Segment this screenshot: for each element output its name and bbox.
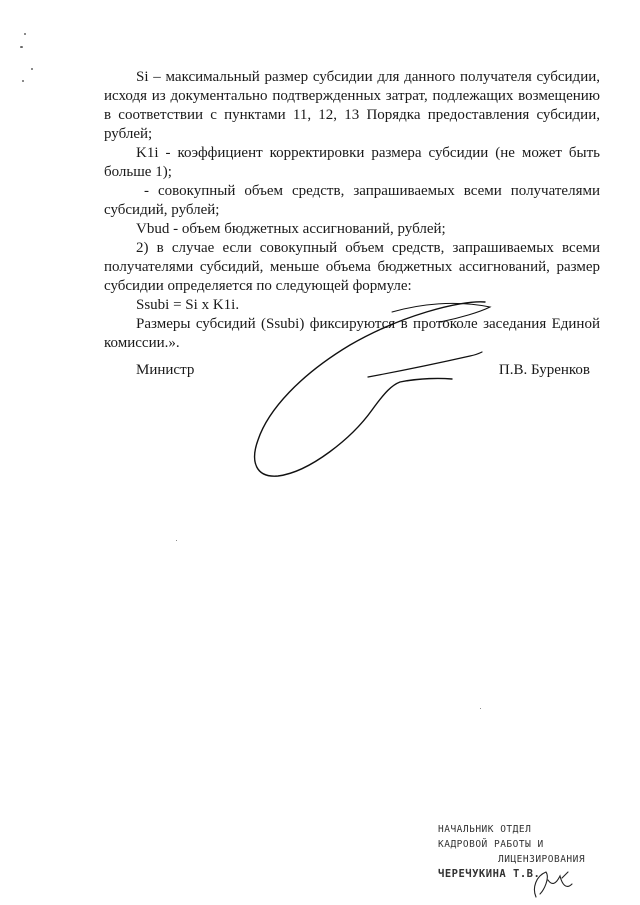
signatory-name: П.В. Буренков (498, 362, 590, 378)
scan-speck (31, 68, 33, 70)
paragraph-total-requested: - совокупный объем средств, запрашиваемых всеми получателями субсидий, рублей; (104, 183, 600, 218)
scan-speck (22, 80, 24, 82)
scan-speck (24, 33, 26, 35)
paragraph-si-definition: Si – максимальный размер субсидии для данного получателя субсидии, исходя из документально подтвержденных затрат, подлежащих возмещению в соответствии с пунктами 11, 12, 13 Порядка предоставления субсидии, рублей; (104, 69, 600, 142)
stamp-line-position: НАЧАЛЬНИК ОТДЕЛ (438, 824, 532, 835)
scan-speck (480, 708, 481, 709)
scan-speck (20, 46, 23, 48)
stamp-line-department: КАДРОВОЙ РАБОТЫ И (438, 839, 544, 850)
paragraph-case-2: 2) в случае если совокупный объем средств, запрашиваемых всеми получателями субсидий, меньше объема бюджетных ассигнований, размер субсидии определяется по следующей формуле: (104, 240, 600, 294)
stamp-line-name: ЧЕРЕЧУКИНА Т.В. (438, 868, 541, 880)
stamp-line-department-cont: ЛИЦЕНЗИРОВАНИЯ (498, 854, 586, 865)
paragraph-k1i-definition: K1i - коэффициент корректировки размера субсидии (не может быть больше 1); (104, 145, 600, 180)
paragraph-vbud-definition: Vbud - объем бюджетных ассигнований, рублей; (136, 221, 446, 237)
paragraph-fixation: Размеры субсидий (Ssubi) фиксируются в протоколе заседания Единой комиссии.». (104, 316, 600, 351)
formula: Ssubi = Si x K1i. (136, 297, 240, 313)
signatory-title: Министр (136, 362, 195, 378)
scan-speck (176, 540, 177, 541)
